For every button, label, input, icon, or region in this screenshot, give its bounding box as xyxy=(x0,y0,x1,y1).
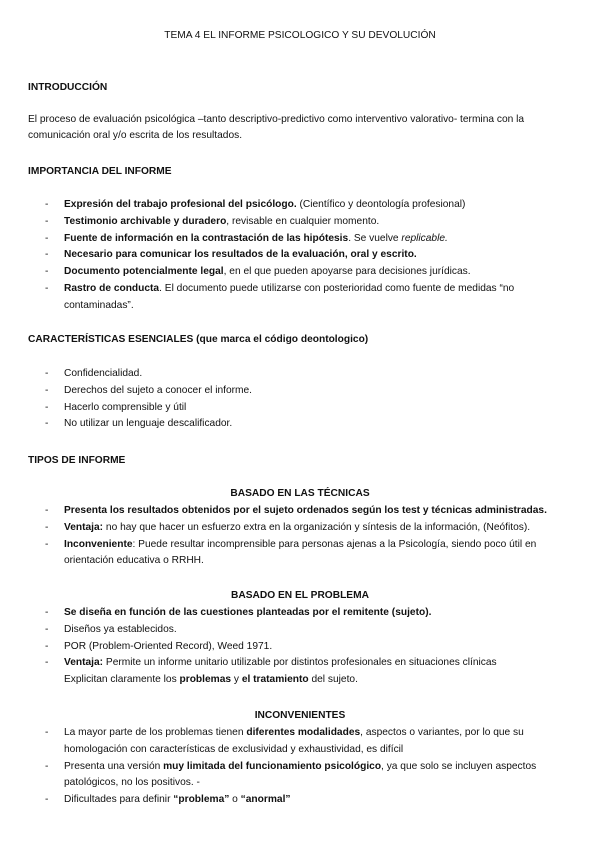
list-item: - Presenta los resultados obtenidos por el sujeto ordenados según los test y técnicas administradas. xyxy=(28,503,576,520)
subheading-tecnicas: BASADO EN LAS TÉCNICAS xyxy=(230,488,370,499)
heading-introduccion: INTRODUCCIÓN xyxy=(28,82,108,93)
intro-paragraph: El proceso de evaluación psicológica –tanto descriptivo-predictivo como interventivo valorativo- termina con la comunicación oral y/o escrita de los resultados. xyxy=(28,114,525,141)
list-item: - Inconveniente: Puede resultar incomprensible para personas ajenas a la Psicología, siendo poco útil en orientación educativa o RRHH. xyxy=(28,537,576,571)
heading-caracteristicas: CARACTERÍSTICAS ESENCIALES (que marca el código deontologico) xyxy=(28,334,369,345)
list-item: - Ventaja: Permite un informe unitario utilizable por distintos profesionales en situaciones clínicas Explicitan claramente los problemas y el tratamiento del sujeto. xyxy=(28,655,576,689)
document-title: TEMA 4 EL INFORME PSICOLOGICO Y SU DEVOLUCIÓN xyxy=(164,30,436,41)
list-item: - Diseños ya establecidos. xyxy=(28,622,576,639)
subheading-inconvenientes: INCONVENIENTES xyxy=(254,710,346,721)
caracteristicas-list xyxy=(28,366,576,433)
heading-tipos: TIPOS DE INFORME xyxy=(28,455,126,466)
list-item: - Confidencialidad. xyxy=(28,366,576,383)
list-item: - Dificultades para definir “problema” o “anormal” xyxy=(28,792,576,809)
heading-importancia: IMPORTANCIA DEL INFORME xyxy=(28,166,172,177)
list-item: - Ventaja: no hay que hacer un esfuerzo extra en la organización y síntesis de la información, (Neófitos). xyxy=(28,520,576,537)
list-item: - Documento potencialmente legal, en el que pueden apoyarse para decisiones jurídicas. xyxy=(28,264,576,281)
list-item: - Necesario para comunicar los resultados de la evaluación, oral y escrito. xyxy=(28,247,576,264)
list-item: - Fuente de información en la contrastación de las hipótesis. Se vuelve replicable. xyxy=(28,231,576,248)
inconvenientes-list xyxy=(28,725,576,809)
list-item: - Derechos del sujeto a conocer el informe. xyxy=(28,383,576,400)
list-item: - POR (Problem-Oriented Record), Weed 1971. xyxy=(28,639,576,656)
problema-list xyxy=(28,605,576,689)
list-item: - Rastro de conducta. El documento puede utilizarse con posterioridad como fuente de medidas “no contaminadas”. xyxy=(28,281,576,315)
importancia-list xyxy=(28,197,576,315)
list-item: - La mayor parte de los problemas tienen diferentes modalidades, aspectos o variantes, por lo que su homologación con características de exclusividad y exhaustividad, es difícil xyxy=(28,725,576,759)
list-item: - Presenta una versión muy limitada del funcionamiento psicológico, ya que solo se incluyen aspectos patológicos, no los positivos. - xyxy=(28,759,576,793)
list-item: - Testimonio archivable y duradero, revisable en cualquier momento. xyxy=(28,214,576,231)
subheading-problema: BASADO EN EL PROBLEMA xyxy=(231,590,369,601)
list-item: - Hacerlo comprensible y útil xyxy=(28,400,576,417)
list-item: - Se diseña en función de las cuestiones planteadas por el remitente (sujeto). xyxy=(28,605,576,622)
list-item: - No utilizar un lenguaje descalificador. xyxy=(28,416,576,433)
list-item: - Expresión del trabajo profesional del psicólogo. (Científico y deontología profesional) xyxy=(28,197,576,214)
tecnicas-list xyxy=(28,503,576,570)
